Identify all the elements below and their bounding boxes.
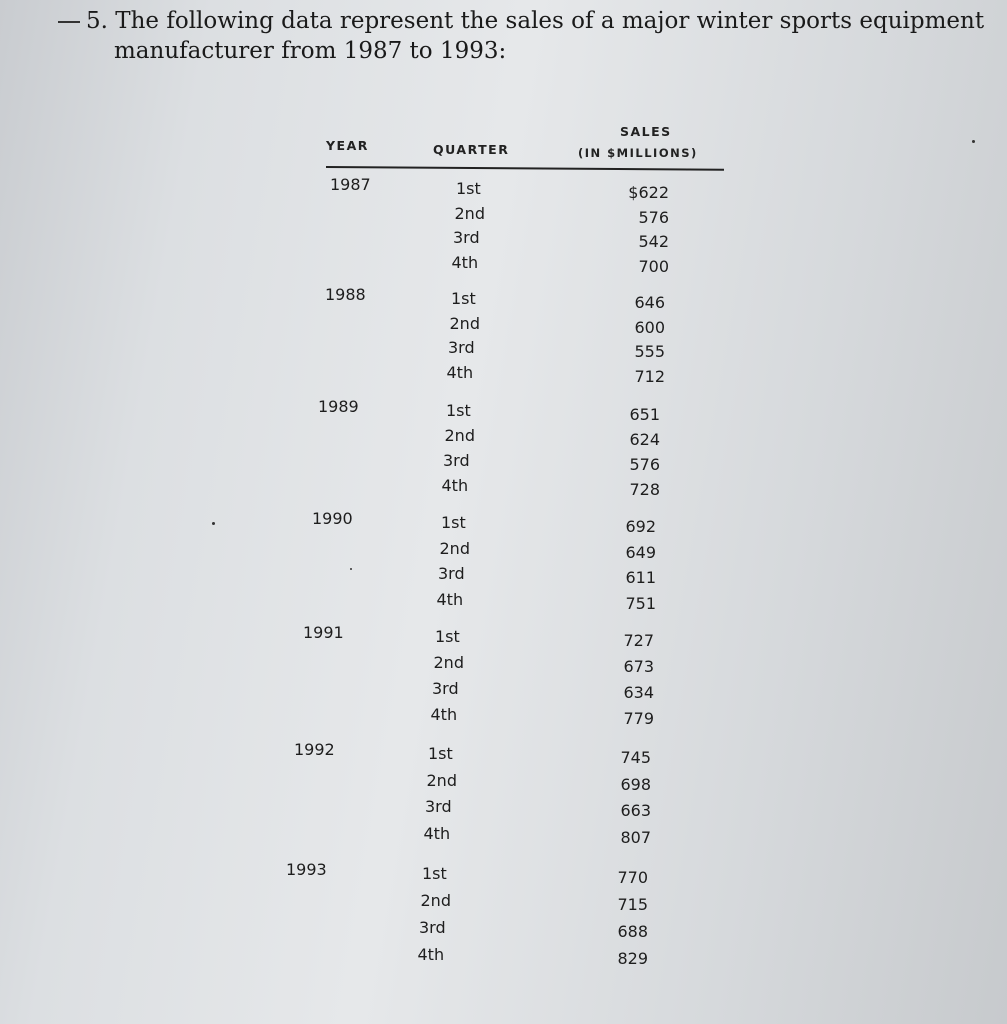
year-cell: 1988 bbox=[325, 285, 366, 304]
sales-cell: $622 bbox=[628, 183, 669, 202]
sales-cell: 688 bbox=[617, 922, 648, 941]
quarter-cell: 3rd bbox=[419, 918, 446, 937]
sales-cell: 692 bbox=[625, 517, 656, 536]
quarter-cell: 2nd bbox=[420, 891, 451, 910]
sales-cell: 770 bbox=[617, 868, 648, 887]
quarter-cell: 1st bbox=[456, 179, 481, 198]
sales-cell: 745 bbox=[620, 748, 651, 767]
sales-cell: 624 bbox=[629, 430, 660, 449]
stray-mark bbox=[212, 522, 215, 525]
quarter-cell: 2nd bbox=[433, 653, 464, 672]
sales-cell: 715 bbox=[617, 895, 648, 914]
header-rule bbox=[326, 166, 724, 171]
problem-statement bbox=[58, 6, 998, 66]
year-cell: 1993 bbox=[286, 860, 327, 879]
stray-mark bbox=[972, 140, 975, 143]
stray-mark bbox=[350, 568, 352, 570]
quarter-cell: 3rd bbox=[432, 679, 459, 698]
problem-text-2: manufacturer from 1987 to 1993: bbox=[114, 38, 507, 64]
problem-number: 5. bbox=[86, 8, 108, 34]
quarter-cell: 3rd bbox=[448, 338, 475, 357]
sales-cell: 600 bbox=[634, 317, 665, 337]
sales-cell: 727 bbox=[623, 631, 654, 650]
header-sales-unit: (IN $MILLIONS) bbox=[578, 146, 698, 160]
sales-cell: 698 bbox=[620, 774, 651, 794]
quarter-cell: 3rd bbox=[438, 564, 465, 583]
quarter-cell: 2nd bbox=[454, 203, 485, 223]
sales-cell: 663 bbox=[620, 801, 651, 820]
sales-cell: 649 bbox=[625, 542, 656, 562]
sales-cell: 542 bbox=[638, 232, 669, 251]
quarter-cell: 1st bbox=[446, 401, 471, 420]
year-cell: 1990 bbox=[312, 509, 353, 528]
sales-cell: 576 bbox=[638, 207, 669, 227]
quarter-cell: 4th bbox=[430, 705, 458, 724]
sales-cell: 611 bbox=[625, 568, 656, 587]
quarter-cell: 2nd bbox=[444, 426, 475, 445]
quarter-cell: 3rd bbox=[443, 451, 470, 470]
quarter-cell: 1st bbox=[451, 289, 476, 308]
year-cell: 1987 bbox=[330, 175, 371, 194]
quarter-cell: 3rd bbox=[425, 797, 452, 816]
quarter-cell: 4th bbox=[423, 823, 451, 843]
sales-cell: 779 bbox=[623, 709, 654, 728]
header-sales: SALES bbox=[620, 124, 672, 139]
quarter-cell: 4th bbox=[417, 945, 445, 964]
problem-text-1: The following data represent the sales of a major winter sports equipment bbox=[115, 8, 985, 34]
sales-cell: 673 bbox=[623, 657, 654, 676]
year-cell: 1992 bbox=[294, 740, 335, 759]
sales-cell: 807 bbox=[620, 827, 651, 847]
quarter-cell: 1st bbox=[422, 864, 447, 883]
sales-cell: 555 bbox=[634, 342, 665, 361]
quarter-cell: 3rd bbox=[453, 228, 480, 247]
problem-line-1 bbox=[58, 6, 998, 36]
quarter-cell: 1st bbox=[428, 744, 453, 763]
year-cell: 1991 bbox=[303, 623, 344, 642]
sales-cell: 829 bbox=[617, 949, 648, 968]
sales-cell: 700 bbox=[638, 256, 669, 276]
quarter-cell: 4th bbox=[441, 476, 469, 495]
quarter-cell: 2nd bbox=[426, 770, 457, 790]
dash-mark bbox=[58, 21, 80, 23]
header-quarter: QUARTER bbox=[433, 142, 510, 157]
sales-cell: 751 bbox=[625, 593, 656, 613]
header-year: YEAR bbox=[326, 138, 369, 153]
quarter-cell: 1st bbox=[441, 513, 466, 532]
sales-cell: 576 bbox=[629, 455, 660, 474]
sales-cell: 728 bbox=[629, 480, 660, 499]
sales-cell: 634 bbox=[623, 683, 654, 702]
quarter-cell: 4th bbox=[451, 252, 479, 272]
sales-cell: 646 bbox=[634, 293, 665, 312]
quarter-cell: 1st bbox=[435, 627, 460, 646]
year-cell: 1989 bbox=[318, 397, 359, 416]
sales-cell: 651 bbox=[629, 405, 660, 424]
sales-cell: 712 bbox=[634, 366, 665, 386]
quarter-cell: 4th bbox=[436, 589, 464, 609]
quarter-cell: 2nd bbox=[439, 538, 470, 558]
quarter-cell: 2nd bbox=[449, 313, 480, 333]
quarter-cell: 4th bbox=[446, 362, 474, 382]
